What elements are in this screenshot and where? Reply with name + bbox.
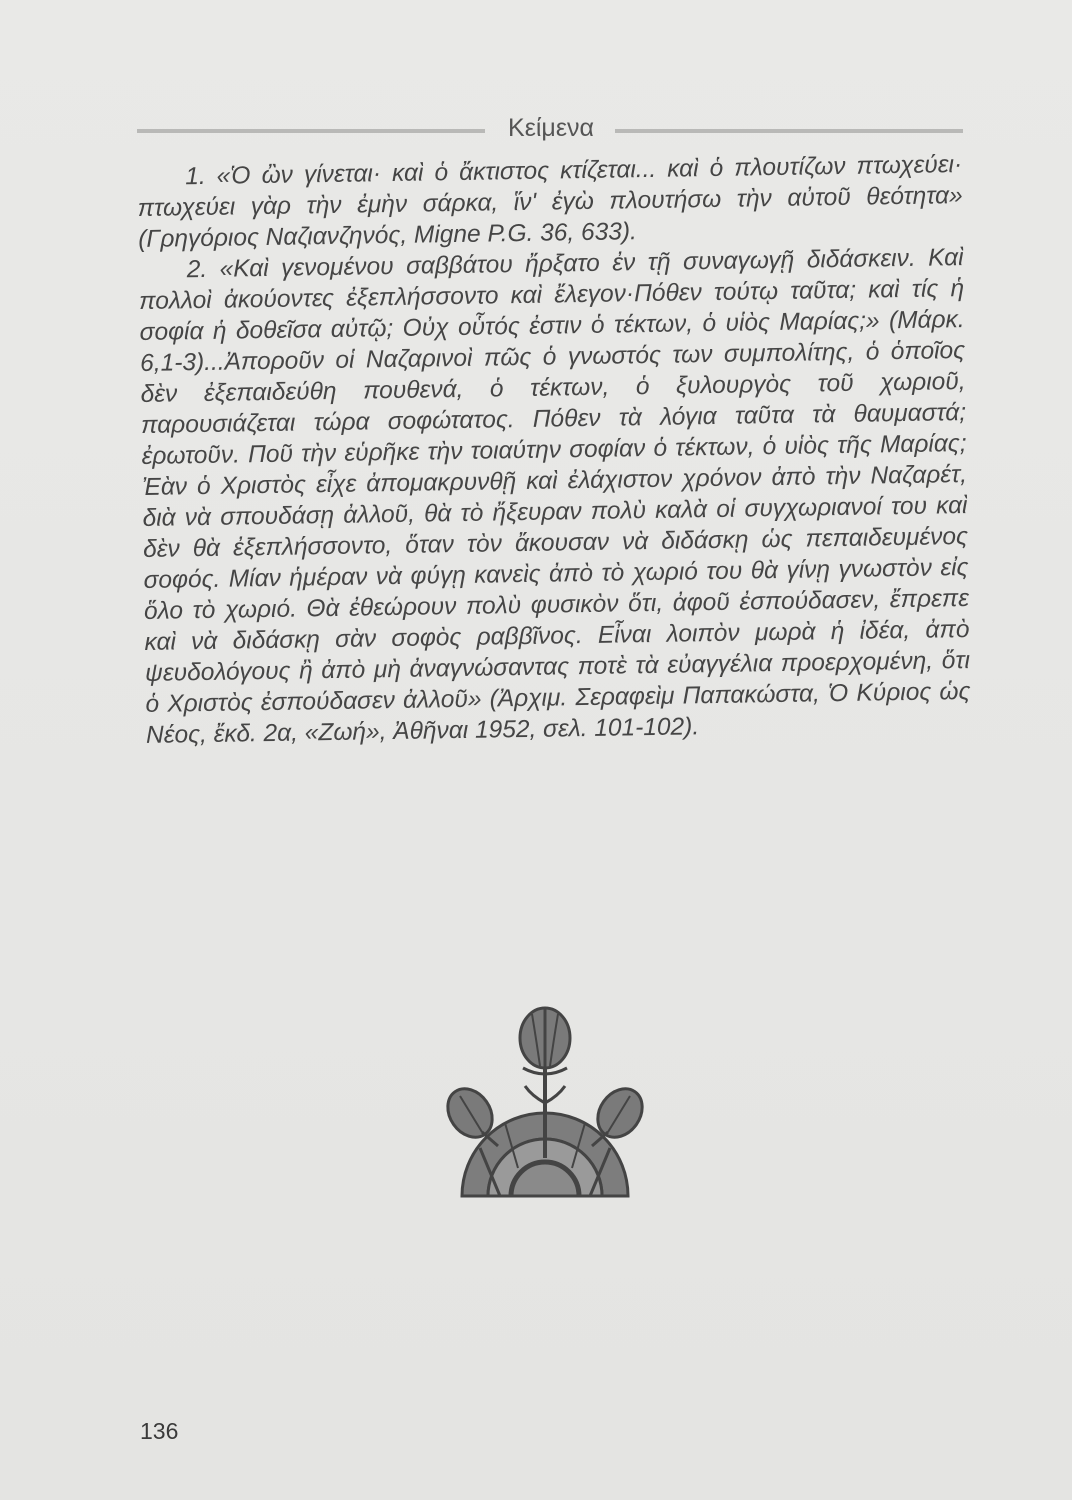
floral-arch-ornament-icon [440, 998, 650, 1198]
section-header [137, 112, 963, 146]
page-number: 136 [140, 1418, 179, 1444]
body-text [137, 149, 971, 751]
header-rule-left [137, 129, 485, 133]
paragraph-2: 2. «Καὶ γενομένου σαββάτου ἤρξατο ἐν τῇ συναγωγῇ διδάσκειν. Καὶ πολλοὶ ἀκούοντες ἐξεπλήσσοντο καὶ ἔλεγον·Πόθεν τούτῳ ταῦτα; καὶ τίς ἡ σοφία ἡ δοθεῖσα αὐτῷ; Οὐχ οὗτός ἐστιν ὁ τέκτων, ὁ υἱὸς Μαρίας;» (Μάρκ. 6,1-3)...Ἀποροῦν οἱ Ναζαρινοὶ πῶς ὁ γνωστός των συμπολίτης, ὁ ὁποῖος δὲν ἐξεπαιδεύθη πουθενά, ὁ τέκτων, ὁ ξυλουργὸς τοῦ χωριοῦ, παρουσιάζεται τώρα σοφώτατος. Πόθεν τὰ λόγια ταῦτα τὰ θαυμαστά; ἐρωτοῦν. Ποῦ τὴν εὑρῆκε τὴν τοιαύτην σοφίαν ὁ τέκτων, ὁ υἱὸς τῆς Μαρίας; Ἐὰν ὁ Χριστὸς εἶχε ἀπομακρυνθῇ καὶ ἐλάχιστον χρόνον ἀπὸ τὴν Ναζαρέτ, διὰ νὰ σπουδάσῃ ἀλλοῦ, θὰ τὸ ἤξευραν πολὺ καλὰ οἱ συγχωριανοί του καὶ δὲν θὰ ἐξεπλήσσοντο, ὅταν τὸν ἄκουσαν νὰ διδάσκῃ ὡς πεπαιδευμένος σοφός. Μίαν ἡμέραν νὰ φύγῃ κανεὶς ἀπὸ τὸ χωριό του θὰ γίνῃ γνωστὸν εἰς ὅλο τὸ χωριό. Θὰ ἐθεώρουν πολὺ φυσικὸν ὅτι, ἀφοῦ ἐσπούδασεν, ἔπρεπε καὶ νὰ διδάσκῃ σὰν σοφὸς ραββῖνος. Εἶναι λοιπὸν μωρὰ ἡ ἰδέα, ἀπὸ ψευδολόγους ἢ ἀπὸ μὴ ἀναγνώσαντας ποτὲ τὰ εὐαγγέλια προερχομένη, ὅτι ὁ Χριστὸς ἐσπούδασεν ἀλλοῦ» (Ἀρχιμ. Σεραφεὶμ Παπακώστα, Ὁ Κύριος ὡς Νέος, ἔκδ. 2α, «Ζωή», Ἀθῆναι 1952, σελ. 101-102). [138, 244, 971, 749]
paragraph-1: 1. «Ὁ ὢν γίνεται· καὶ ὁ ἄκτιστος κτίζεται... καὶ ὁ πλουτίζων πτωχεύει· πτωχεύει γὰρ τὴν ἐμὴν σάρκα, ἵν' ἐγὼ πλουτήσω τὴν αὐτοῦ θεότητα» (Γρηγόριος Ναζιανζηνός, Migne P.G. 36, 633). [137, 151, 963, 253]
section-title: Κείμενα [508, 114, 594, 142]
header-rule-right [615, 129, 963, 133]
